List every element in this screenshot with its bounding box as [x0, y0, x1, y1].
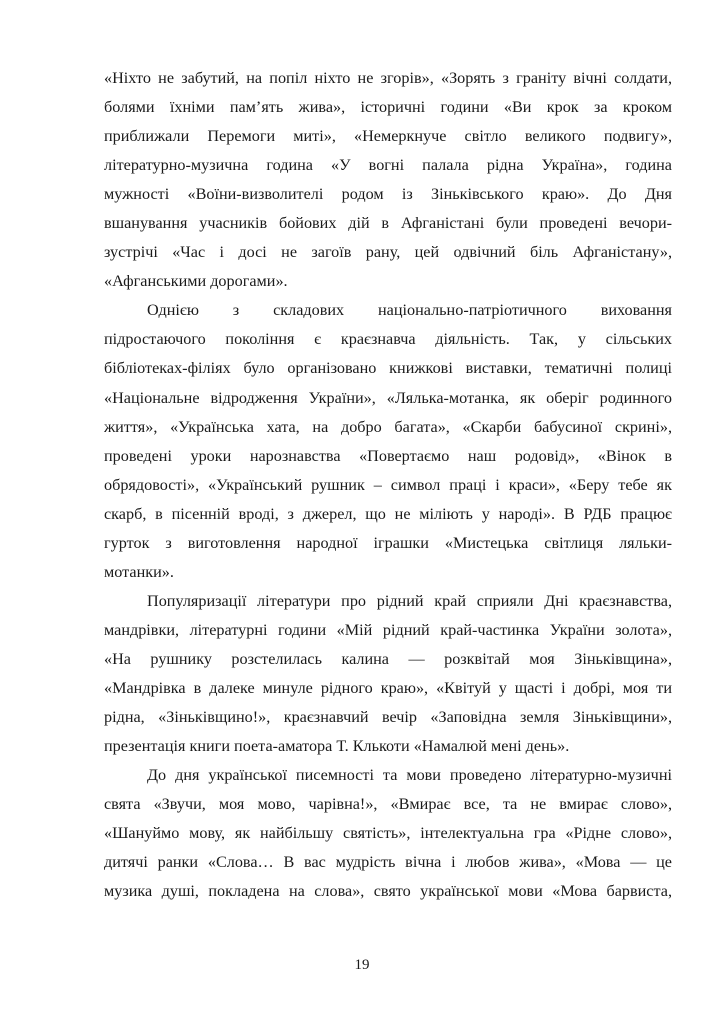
text-line: «Національне відродження України», «Лялька-мотанка, як оберіг родинного	[104, 388, 672, 407]
text-line: приближали Перемоги миті», «Немеркнуче світло великого подвигу»,	[104, 127, 672, 146]
text-line: болями їхніми пам’ять жива», історичні години «Ви крок за кроком	[104, 98, 672, 117]
text-line: «Шануймо мову, як найбільшу святість», інтелектуальна гра «Рідне слово»,	[104, 824, 672, 843]
page-number: 19	[354, 957, 370, 973]
text-line: «Мандрівка в далеке минуле рідного краю», «Квітуй у щасті і добрі, моя ти	[104, 678, 672, 697]
paragraph	[104, 761, 672, 906]
paragraph	[104, 296, 672, 586]
text-line: бібліотеках-філіях було організовано книжкові виставки, тематичні полиці	[104, 359, 672, 378]
text-line: «На рушнику розстелилась калина — розквітай моя Зіньківщина»,	[104, 649, 672, 668]
text-line: підростаючого покоління є краєзнавча діяльність. Так, у сільських	[104, 330, 672, 349]
text-line: свята «Звучи, моя мово, чарівна!», «Вмирає все, та не вмирає слово»,	[104, 795, 672, 814]
text-line: обрядовості», «Український рушник – символ праці і краси», «Беру тебе як	[104, 475, 672, 494]
text-line: мужності «Воїни-визволителі родом із Зіньківського краю». До Дня	[104, 185, 672, 204]
text-line: зустрічі «Час і досі не загоїв рану, цей одвічний біль Афганістану»,	[104, 243, 672, 262]
text-line: скарб, в пісенній вроді, з джерел, що не міліють у народі». В РДБ працює	[104, 504, 672, 523]
text-line: Однією з складових національно-патріотичного виховання	[147, 301, 672, 320]
document-body	[104, 64, 672, 906]
text-line: життя», «Українська хата, на добро багата», «Скарби бабусиної скрині»,	[104, 417, 672, 436]
text-line: літературно-музична година «У вогні палала рідна Україна», година	[104, 156, 672, 175]
text-line: вшанування учасників бойових дій в Афганістані були проведені вечори-	[104, 214, 672, 233]
text-line: музика душі, покладена на слова», свято української мови «Мова барвиста,	[104, 882, 672, 901]
text-line: презентація книги поета-аматора Т. Клькоти «Намалюй мені день».	[104, 737, 570, 756]
text-line: «Ніхто не забутий, на попіл ніхто не згорів», «Зорять з граніту вічні солдати,	[104, 69, 672, 87]
paragraph	[104, 587, 672, 761]
text-line: рідна, «Зіньківщино!», краєзнавчий вечір «Заповідна земля Зіньківщини»,	[104, 708, 672, 727]
text-line: До дня української писемності та мови проведено літературно-музичні	[147, 766, 672, 785]
paragraph	[104, 64, 672, 296]
text-line: мандрівки, літературні години «Мій рідний край-частинка України золота»,	[104, 620, 672, 639]
text-line: дитячі ранки «Слова… В вас мудрість вічна і любов жива», «Мова — це	[104, 853, 672, 872]
text-line: «Афганськими дорогами».	[104, 272, 288, 291]
text-line: Популяризації літератури про рідний край сприяли Дні краєзнавства,	[147, 591, 672, 610]
text-line: мотанки».	[104, 562, 174, 581]
text-line: гурток з виготовлення народної іграшки «Мистецька світлиця ляльки-	[104, 533, 672, 552]
text-line: проведені уроки нарознавства «Повертаємо наш родовід», «Вінок в	[104, 446, 672, 465]
